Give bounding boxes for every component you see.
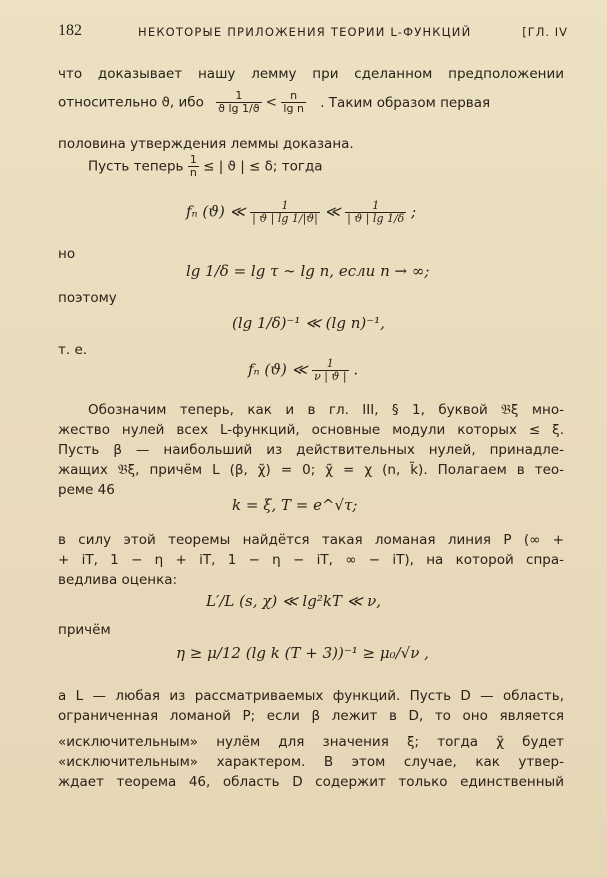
text-span: ≤ | ϑ | ≤ δ; тогда [203, 158, 323, 175]
denominator: ν | ϑ | [314, 370, 347, 383]
equation: lg 1/δ = lg τ ∼ lg n, если n → ∞; [186, 262, 430, 280]
numerator: 1 [345, 200, 406, 213]
fraction [188, 154, 199, 179]
text-line: относительно ϑ, ибо $\frac{1}{\text{ϑ lg 1/ϑ}}$ < $\frac{n}{\text{lg n}}$ . Таким образом первая [58, 89, 491, 115]
equation: L′/L (s, χ) ≪ lg²kT ≪ ν, [206, 592, 382, 610]
fraction [345, 200, 406, 225]
fraction [216, 90, 261, 115]
text-line: а L — любая из рассматриваемых функций. Пусть D — область, [58, 688, 564, 704]
chapter-marker: [ГЛ. IV [522, 25, 568, 39]
text-line: но [58, 246, 76, 262]
text-line: ведлива оценка: [58, 572, 178, 588]
text-line: причём [58, 622, 111, 638]
text-line: «исключительным» нулём для значения ξ; тогда χ̃ будет [58, 734, 564, 750]
text-line: жество нулей всех L-функций, основные модули которых ≤ ξ. [58, 422, 564, 438]
denominator: | ϑ | lg 1/|ϑ| [252, 212, 318, 225]
equation-text: . [353, 360, 359, 379]
equation-text: ≪ [324, 202, 341, 221]
page-number: 182 [58, 22, 82, 39]
equation [186, 200, 416, 240]
text-line: что доказывает нашу лемму при сделанном предположении [58, 66, 564, 82]
numerator: 1 [189, 153, 197, 166]
text-line: + iT, 1 − η + iT, 1 − η − iT, ∞ − iT), на которой спра- [58, 552, 564, 568]
text-span: относительно ϑ, ибо [58, 94, 204, 111]
text-line: в силу этой теоремы найдётся такая ломаная линия P (∞ + [58, 532, 564, 548]
equation-text: fₙ (ϑ) ≪ [248, 360, 308, 379]
numerator: 1 [312, 358, 348, 371]
equation: η ≥ μ/12 (lg k (T + 3))⁻¹ ≥ μ₀/√ν , [176, 644, 429, 662]
text-line: половина утверждения леммы доказана. [58, 136, 354, 152]
equation-text: fₙ (ϑ) ≪ [186, 202, 246, 221]
text-span: Пусть теперь [88, 158, 184, 175]
numerator: 1 [250, 200, 320, 213]
running-title: НЕКОТОРЫЕ ПРИЛОЖЕНИЯ ТЕОРИИ L-ФУНКЦИЙ [138, 25, 472, 39]
text-line: Обозначим теперь, как и в гл. III, § 1, буквой 𝔅ξ мно- [88, 402, 564, 418]
equation: (lg 1/δ)⁻¹ ≪ (lg n)⁻¹, [232, 314, 385, 332]
text-line: ограниченная ломаной P; если β лежит в D, то оно является [58, 708, 564, 724]
denominator: | ϑ | lg 1/δ [347, 212, 405, 225]
fraction [312, 358, 348, 383]
text-line: Пусть β — наибольший из действительных нулей, принадле- [58, 442, 564, 458]
denominator: ϑ lg 1/ϑ [218, 102, 260, 115]
fraction [281, 90, 306, 115]
text-span: . Таким образом первая [320, 94, 491, 111]
text-line: т. е. [58, 342, 88, 358]
denominator: n [189, 166, 197, 179]
equation: k = ξ, T = e^√τ; [232, 496, 358, 514]
running-header [58, 22, 568, 46]
equation [248, 358, 358, 394]
text-line: ждает теорема 46, область D содержит только единственный [58, 774, 564, 790]
text-line: поэтому [58, 290, 117, 306]
text-line: жащих 𝔅ξ, причём L (β, χ̃) = 0; χ̃ = χ (n, k̃). Полагаем в тео- [58, 462, 564, 478]
numerator: 1 [216, 90, 261, 103]
text-line [88, 154, 564, 190]
text-line: «исключительным» характером. В этом случае, как утвер- [58, 754, 564, 770]
text-line: реме 46 [58, 482, 115, 498]
equation-text: ; [411, 202, 417, 221]
denominator: lg n [283, 102, 304, 115]
fraction [250, 200, 320, 225]
numerator: n [281, 90, 306, 103]
